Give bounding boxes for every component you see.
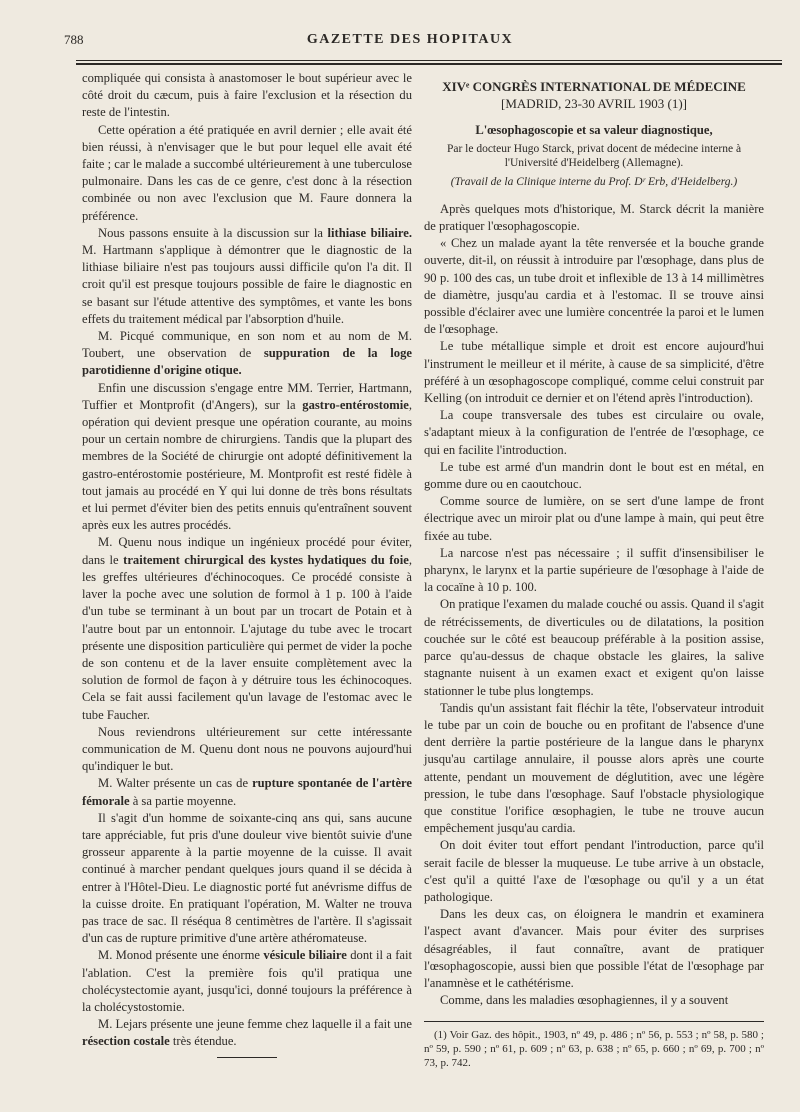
- paragraph: Il s'agit d'un homme de soixante-cinq ans qui, sans aucune tare appréciable, fut pris d'une douleur vive bientôt suivie d'une grosseur apparente à la partie moyenne de la cuisse. Il avait continué à marcher pendant quelques jours quand il se décida à entrer à l'Hôtel-Dieu. Le diagnostic porté fut anévrisme diffus de la cuisse droite. En pratiquant l'opération, M. Walter ne trouva pas trace de sac. Il réséqua 8 centimètres de l'artère. Il s'agissait d'un cas de rupture primitive d'une artère athéromateuse.: [82, 810, 412, 946]
- section-separator: [217, 1057, 277, 1058]
- paragraph: M. Monod présente une énorme vésicule biliaire dont il a fait l'ablation. C'est la première fois qu'il pratiqua une cholécystectomie ayant, jusqu'ici, donné toujours la préférence à la cholécystostomie.: [82, 948, 412, 1014]
- footnote: (1) Voir Gaz. des hôpit., 1903, nº 49, p. 486 ; nº 56, p. 553 ; nº 58, p. 580 ; nº 59, p. 590 ; nº 61, p. 609 ; nº 63, p. 638 ; nº 65, p. 660 ; nº 69, p. 700 ; nº 73, p. 742.: [424, 1029, 764, 1070]
- paragraph: On doit éviter tout effort pendant l'introduction, parce qu'il serait facile de blesser la muqueuse. Le tube arrive à un obstacle, c'est qu'il a quitté l'axe de l'œsophage ou qu'il y a un état pathologique.: [424, 838, 764, 904]
- header-rule-thick: [76, 63, 782, 65]
- paragraph: La narcose n'est pas nécessaire ; il suffit d'insensibiliser le pharynx, le larynx et la partie supérieure de l'œsophage à l'aide de la cocaïne à 10 p. 100.: [424, 545, 764, 595]
- journal-title: GAZETTE DES HOPITAUX: [306, 32, 514, 47]
- paragraph: M. Walter présente un cas de rupture spontanée de l'artère fémorale à sa partie moyenne.: [82, 776, 412, 808]
- page-header: [50, 28, 770, 64]
- article-source: (Travail de la Clinique interne du Prof. Dʳ Erb, d'Heidelberg.): [450, 175, 738, 188]
- article-author: Par le docteur Hugo Starck, privat docent de médecine interne à l'Université d'Heidelberg (Allemagne).: [446, 142, 742, 169]
- header-rule: [76, 60, 782, 61]
- paragraph: Enfin une discussion s'engage entre MM. Terrier, Hartmann, Tuffier et Montprofit (d'Angers), sur la gastro-entérostomie, opération qui devient presque une opération courante, au moins pour un certain nombre de chirurgiens. Tandis que la plupart des membres de la Société de chirurgie ont adopté définitivement la gastro-entérostomie postérieure, M. Montprofit est resté fidèle à tout jamais au procédé en Y qui lui donne de très bons résultats et lui permet d'éviter bien des petits ennuis qu'entraînent souvent après eux les autres procédés.: [82, 380, 412, 533]
- paragraph: Nous reviendrons ultérieurement sur cette intéressante communication de M. Quenu dont nous ne pouvons aujourd'hui qu'indiquer le but.: [82, 724, 412, 774]
- conference-subtitle: [MADRID, 23-30 AVRIL 1903 (1)]: [501, 96, 687, 112]
- paragraph: « Chez un malade ayant la tête renversée et la bouche grande ouverte, dit-il, on réussit à introduire par l'œsophage, dans plus de 90 p. 100 des cas, un tube droit et inflexible de 13 à 14 millimètres de diamètre, jusqu'au cardia et à l'estomac. Il se trouve ainsi possible d'éclairer avec une lumière concentrée la paroi et le lumen de l'œsophage.: [424, 236, 764, 337]
- page-number: 788: [64, 32, 84, 47]
- paragraph: M. Picqué communique, en son nom et au nom de M. Toubert, une observation de suppuration de la loge parotidienne d'origine otique.: [82, 329, 412, 378]
- paragraph: Le tube métallique simple et droit est encore aujourd'hui l'instrument le meilleur et il mérite, à cause de sa simplicité, d'être préféré à un œsophagoscope compliqué, comme celui construit par Kelling (on introduit ce dernier et on l'étend après l'introduction).: [424, 339, 764, 406]
- paragraph: Le tube est armé d'un mandrin dont le bout est en métal, en gomme dure ou en caoutchouc.: [424, 459, 764, 492]
- paragraph: Comme source de lumière, on se sert d'une lampe de front électrique avec un miroir plat ou d'une lampe à main, qui peut être fixée au tube.: [424, 494, 764, 543]
- paragraph: M. Lejars présente une jeune femme chez laquelle il a fait une résection costale très étendue.: [82, 1017, 412, 1049]
- right-column: [424, 70, 764, 1070]
- paragraph: compliquée qui consista à anastomoser le bout supérieur avec le côté droit du cæcum, puis à faire l'exclusion et la résection du reste de l'intestin.: [82, 71, 412, 120]
- paragraph: M. Quenu nous indique un ingénieux procédé pour éviter, dans le traitement chirurgical des kystes hydatiques du foie, les greffes ultérieures d'échinocoques. Ce procédé consiste à laver la poche avec une solution de formol à 1 p. 100 à l'aide d'un tube se terminant à un bout par un trocart de Potain et à l'autre bout par un entonnoir. L'ajutage du tube avec le trocart présente une disposition particulière qui permet de vider la poche de son contenu et de la laver ensuite complètement avec la solution de formol de façon à y détruire tous les échinocoques. Cela se fait aussi facilement qu'un lavage de l'estomac avec le tube Faucher.: [82, 535, 412, 722]
- paragraph: Dans les deux cas, on éloignera le mandrin et examinera l'aspect avant d'avancer. Mais pour éviter des surprises désagréables, il faut connaître, avant de pratiquer l'œsophagoscopie, aussi bien que possible l'état de l'œsophage par l'anamnèse et le cathétérisme.: [424, 907, 764, 990]
- left-column: [82, 70, 412, 1058]
- paragraph: Nous passons ensuite à la discussion sur la lithiase biliaire. M. Hartmann s'applique à démontrer que le diagnostic de la lithiase biliaire n'est pas toujours aussi difficile qu'on l'a dit. Il croit qu'il est presque toujours possible de faire le diagnostic en se basant sur l'étude attentive des symptômes, et vante les bons effets du traitement médical par l'absorption d'huile.: [82, 225, 412, 326]
- paragraph: On pratique l'examen du malade couché ou assis. Quand il s'agit de rétrécissements, de diverticules ou de dilatations, la position couchée sur le côté est beaucoup préférable à la position assise, parce qu'au-dessus de chaque obstacle les glaires, la salive stagnante nuisent à un examen exact et exigent qu'on laisse stationner le tube plus longtemps.: [424, 597, 764, 698]
- paragraph: Comme, dans les maladies œsophagiennes, il y a souvent: [440, 993, 729, 1008]
- conference-title: XIVᵉ CONGRÈS INTERNATIONAL DE MÉDECINE: [442, 79, 746, 94]
- paragraph: Cette opération a été pratiquée en avril dernier ; elle avait été bien réussi, à n'envisager que le but pour lequel elle avait été faite ; car le malade a succombé ultérieurement à une tuberculose pulmonaire. Dans les cas de ce genre, c'est donc à la résection combinée ou non avec l'exclusion que M. Faure donnera la préférence.: [82, 122, 412, 223]
- article-title: L'œsophagoscopie et sa valeur diagnostique,: [475, 123, 713, 138]
- paragraph: Tandis qu'un assistant fait fléchir la tête, l'observateur introduit le tube par un coin de bouche ou en profitant de l'absence d'une dent derrière la partie postérieure de la langue dans le pharynx jusqu'au cartilage annulaire, il pousse alors après une courte attente, pendant un mouvement de déglutition, avec une légère pression, le tube dans l'œsophage. Sauf l'obstacle physiologique que constitue l'orifice œsophagien, le tube ne trouve aucun empêchement jusqu'au cardia.: [424, 700, 764, 836]
- footnote-separator: [424, 1021, 764, 1022]
- paragraph: Après quelques mots d'historique, M. Starck décrit la manière de pratiquer l'œsophagoscopie.: [424, 201, 764, 234]
- paragraph: La coupe transversale des tubes est circulaire ou ovale, s'adaptant mieux à la configuration de l'entrée de l'œsophage, ce qui en facilite l'introduction.: [424, 408, 764, 457]
